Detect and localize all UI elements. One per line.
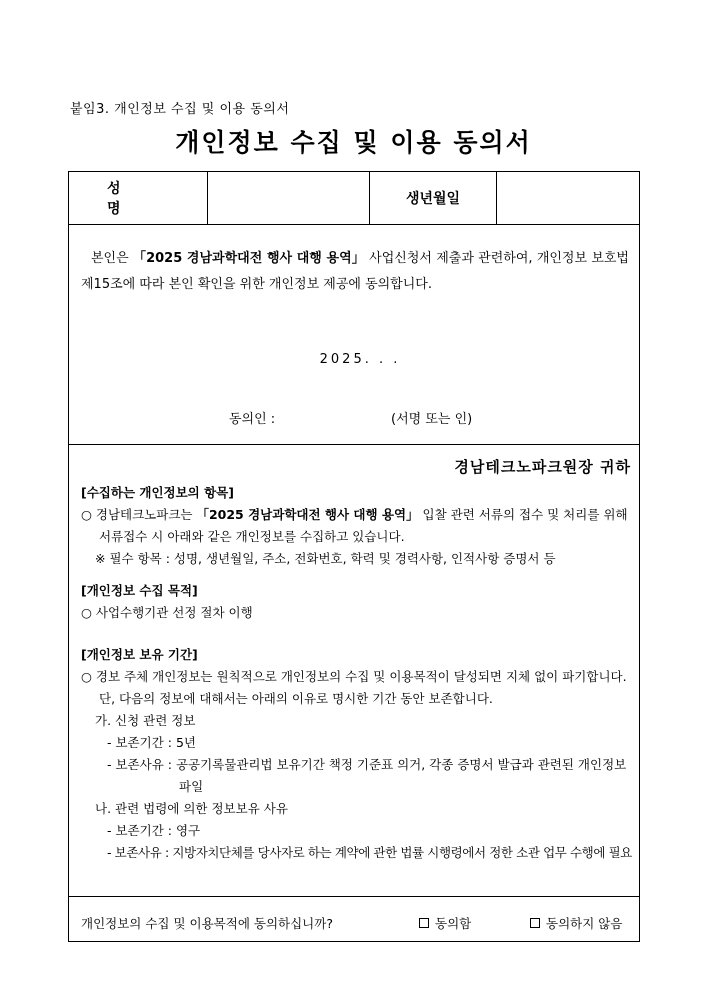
consent-post: 사업신청서 제출과 관련하여, 개인정보 보호법 제15조에 따라 본인 확인을 위한 개인정보 제공에 동의합니다.	[81, 251, 629, 292]
collection-purpose-block	[81, 580, 631, 624]
disagree-checkbox[interactable]	[530, 918, 540, 928]
project-name: 「2025 경남과학대전 행사 대행 용역」	[132, 251, 365, 266]
consent-statement-section	[69, 224, 639, 476]
agree-label: 동의함	[435, 916, 472, 931]
application-retention-period: - 보존기간 : 5년	[107, 735, 196, 750]
retention-policy-text: ○ 경보 주체 개인정보는 원칙적으로 개인정보의 수집 및 이용목적이 달성되면 지체 없이 파기합니다. 단, 다음의 정보에 대해서는 아래의 이유로 명시한 기간 동안 보존합니다.	[81, 669, 627, 706]
consent-question: 개인정보의 수집 및 이용목적에 동의하십니까?	[81, 916, 333, 931]
retention-period-heading: [개인정보 보유 기간]	[81, 647, 198, 662]
signature-field[interactable]: (서명 또는 인)	[391, 412, 473, 427]
legal-retention-period: - 보존기간 : 영구	[107, 823, 201, 838]
collection-purpose-heading: [개인정보 수집 목적]	[81, 583, 198, 598]
applicant-info-row	[69, 172, 639, 225]
privacy-details-section	[69, 444, 639, 897]
disagree-label: 동의하지 않음	[546, 916, 623, 931]
birthdate-label: 생년월일	[370, 172, 497, 224]
collected-items-text: ○ 경남테크노파크는 「2025 경남과학대전 행사 대행 용역」 입찰 관련 서류의 접수 및 처리를 위해 서류접수 시 아래와 같은 개인정보를 수집하고 있습니다.	[81, 507, 628, 544]
name-label: 성명	[69, 172, 208, 224]
consent-statement	[81, 246, 629, 298]
collected-items-block	[81, 482, 631, 570]
name-field[interactable]	[208, 172, 370, 224]
recipient: 경남테크노파크원장 귀하	[454, 458, 631, 476]
agree-checkbox[interactable]	[419, 918, 429, 928]
retention-period-block	[81, 644, 631, 864]
page-title: 개인정보 수집 및 이용 동의서	[175, 128, 532, 157]
required-items: ※ 필수 항목 : 성명, 생년월일, 주소, 전화번호, 학력 및 경력사항, 인적사항 증명서 등	[95, 551, 556, 566]
collection-purpose-text: ○ 사업수행기관 선정 절차 이행	[81, 605, 253, 620]
annex-label: 붙임3. 개인정보 수집 및 이용 동의서	[70, 102, 290, 117]
application-retention-reason: - 보존사유 : 공공기록물관리법 보유기간 책정 기준표 의거, 각종 증명서 발급과 관련된 개인정보파일	[107, 757, 627, 794]
application-info-heading: 가. 신청 관련 정보	[95, 713, 196, 728]
birthdate-field[interactable]	[497, 172, 638, 224]
collected-items-heading: [수집하는 개인정보의 항목]	[81, 485, 234, 500]
signer-label: 동의인 :	[229, 412, 276, 427]
legal-retention-reason: - 보존사유 : 지방자치단체를 당사자로 하는 계약에 관한 법률 시행령에서 정한 소관 업무 수행에 필요	[107, 845, 632, 860]
consent-pre: 본인은	[91, 251, 133, 266]
legal-retention-heading: 나. 관련 법령에 의한 정보보유 사유	[95, 801, 288, 816]
consent-form	[68, 171, 640, 942]
agree-option[interactable]	[419, 914, 471, 932]
disagree-option[interactable]	[530, 914, 622, 932]
consent-date[interactable]: 2025. . .	[319, 352, 401, 367]
